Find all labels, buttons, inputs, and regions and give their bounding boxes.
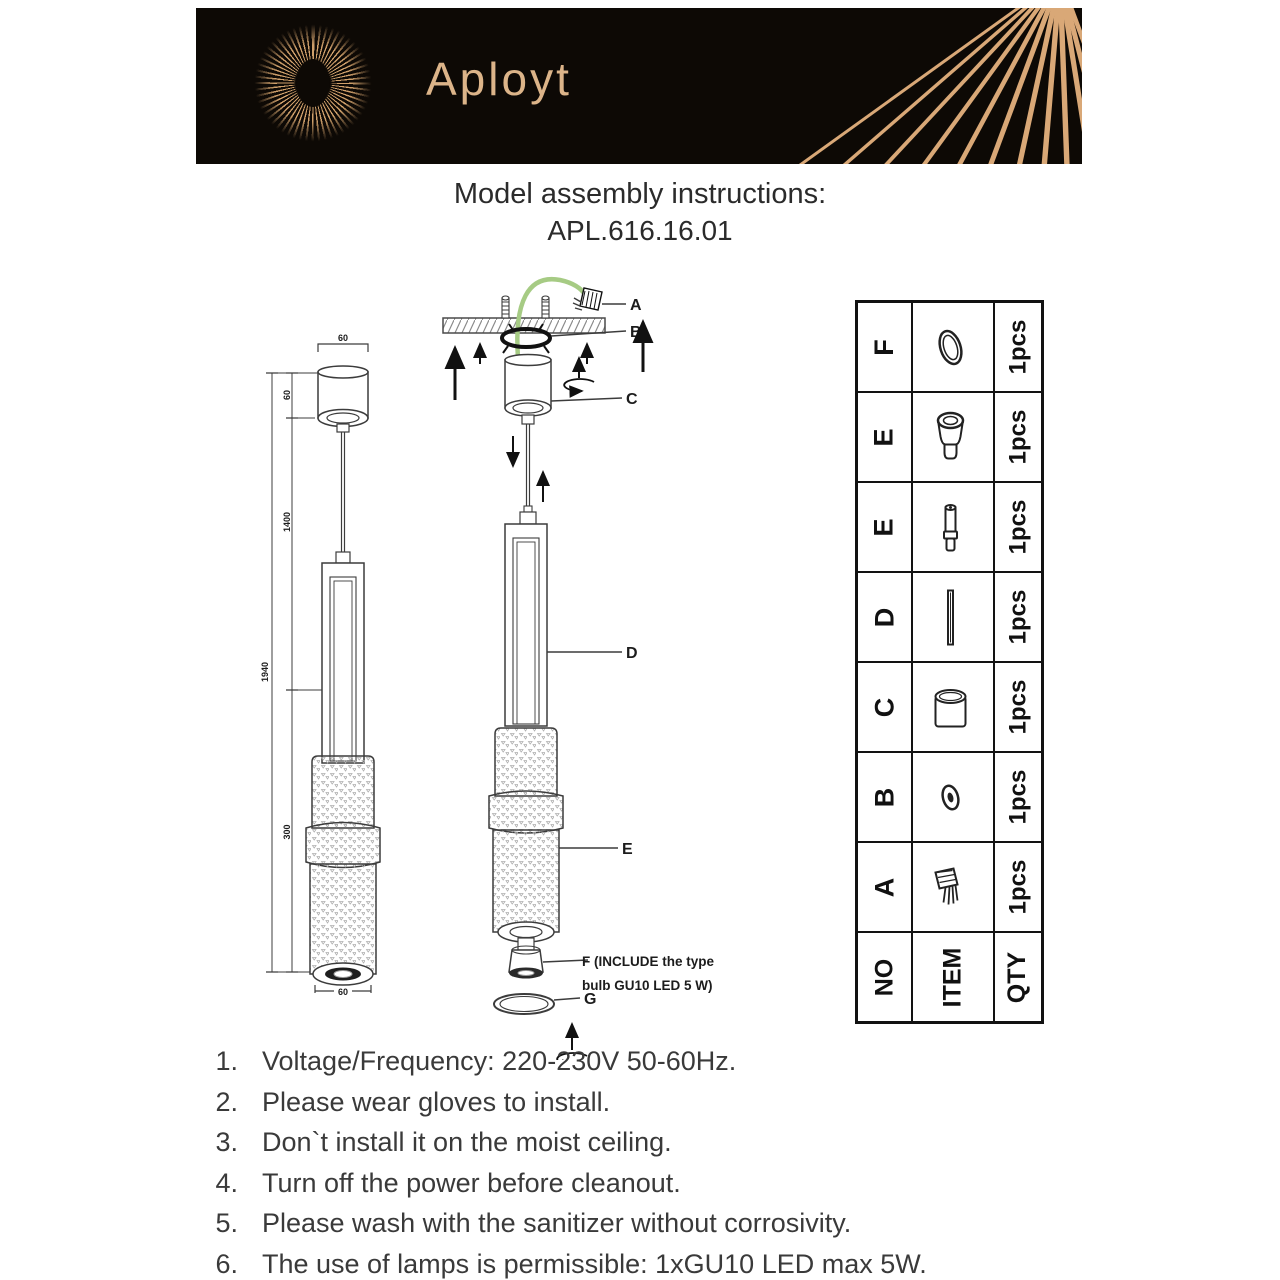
table-row-item	[912, 482, 994, 572]
starburst-icon	[240, 10, 386, 156]
rod-icon	[928, 582, 979, 652]
label-d: D	[626, 645, 638, 662]
wire-connector-drawing	[573, 288, 602, 310]
dim-top-width: 60	[337, 333, 349, 343]
label-b: B	[630, 324, 642, 341]
table-row-item	[912, 572, 994, 662]
corner-rays-icon	[752, 8, 1082, 164]
oval-ring-icon	[928, 312, 979, 382]
canopy-cylinder-icon	[928, 672, 979, 742]
list-item	[202, 1127, 1082, 1158]
instructions-list	[202, 1046, 1082, 1280]
dim-canopy-height: 60	[282, 389, 292, 401]
parts-table	[855, 300, 1044, 1024]
brand-banner	[196, 8, 1082, 164]
table-row-no	[857, 302, 912, 392]
table-header-qty: QTY	[994, 932, 1042, 1022]
label-f-note-line1: F (INCLUDE the type	[582, 954, 715, 969]
part-no: B	[869, 787, 899, 807]
part-no: D	[869, 607, 899, 627]
assembly-view	[443, 279, 714, 1060]
item-text: Please wash with the sanitizer without corrosivity.	[262, 1208, 852, 1238]
brand-name: Aployt	[426, 53, 572, 105]
table-row-qty	[994, 302, 1042, 392]
part-no: A	[869, 877, 899, 897]
label-c: C	[626, 391, 638, 408]
list-item	[202, 1046, 1082, 1077]
item-text: Voltage/Frequency: 220-230V 50-60Hz.	[262, 1046, 737, 1076]
part-no: C	[869, 697, 899, 717]
item-number: 2.	[215, 1086, 238, 1117]
part-qty: 1pcs	[1004, 679, 1032, 735]
table-header-item: ITEM	[912, 932, 994, 1022]
part-no: F	[869, 338, 899, 356]
connector-pin-icon	[928, 492, 979, 562]
item-number: 3.	[215, 1127, 238, 1157]
part-qty: 1pcs	[1004, 319, 1032, 375]
table-row-no	[857, 662, 912, 752]
table-row-qty	[994, 752, 1042, 842]
item-number: 4.	[215, 1167, 238, 1198]
table-row-item	[912, 842, 994, 932]
page-title: Model assembly instructions:	[453, 178, 827, 210]
list-item	[202, 1249, 1082, 1280]
table-row-item	[912, 302, 994, 392]
part-no: E	[868, 517, 899, 537]
part-qty: 1pcs	[1004, 769, 1032, 825]
table-row-qty	[994, 662, 1042, 752]
list-item	[202, 1168, 1082, 1199]
table-row-no	[857, 392, 912, 482]
model-number: APL.616.16.01	[547, 215, 733, 246]
part-qty: 1pcs	[1004, 499, 1032, 555]
item-text: Turn off the power before cleanout.	[262, 1167, 681, 1198]
table-row-no	[857, 842, 912, 932]
item-number: 6.	[215, 1248, 238, 1279]
part-qty: 1pcs	[1004, 409, 1032, 465]
item-number: 5.	[215, 1208, 238, 1238]
dim-bottom-width: 60	[337, 987, 349, 997]
list-item	[202, 1208, 1082, 1239]
table-row-qty	[994, 392, 1042, 482]
wire-connector-icon	[928, 852, 979, 922]
part-qty: 1pcs	[1004, 589, 1032, 645]
table-row-qty	[994, 482, 1042, 572]
table-row-no	[857, 752, 912, 842]
label-a: A	[630, 297, 642, 314]
table-header-no: NO	[857, 932, 912, 1022]
table-row-no	[857, 572, 912, 662]
dim-body-length: 300	[282, 824, 292, 840]
item-number: 1.	[215, 1046, 238, 1076]
dim-cord-length: 1400	[282, 511, 292, 533]
label-g: G	[584, 991, 597, 1008]
table-row-item	[912, 662, 994, 752]
list-item	[202, 1087, 1082, 1118]
item-text: The use of lamps is permissible: 1xGU10 LED max 5W.	[262, 1248, 927, 1279]
table-row-item	[912, 752, 994, 842]
item-text: Don`t install it on the moist ceiling.	[262, 1127, 672, 1157]
gu10-socket-icon	[928, 402, 979, 472]
table-row-qty	[994, 842, 1042, 932]
small-ring-icon	[928, 762, 979, 832]
dim-overall: 1940	[260, 661, 270, 683]
assembly-diagram	[230, 260, 790, 1060]
table-row-qty	[994, 572, 1042, 662]
label-f-note-line2: bulb GU10 LED 5 W)	[582, 978, 713, 993]
label-e: E	[622, 841, 633, 858]
part-qty: 1pcs	[1004, 859, 1032, 915]
dimension-view	[260, 333, 380, 997]
table-row-no	[857, 482, 912, 572]
part-no: E	[868, 427, 899, 447]
item-text: Please wear gloves to install.	[262, 1086, 611, 1117]
table-row-item	[912, 392, 994, 482]
